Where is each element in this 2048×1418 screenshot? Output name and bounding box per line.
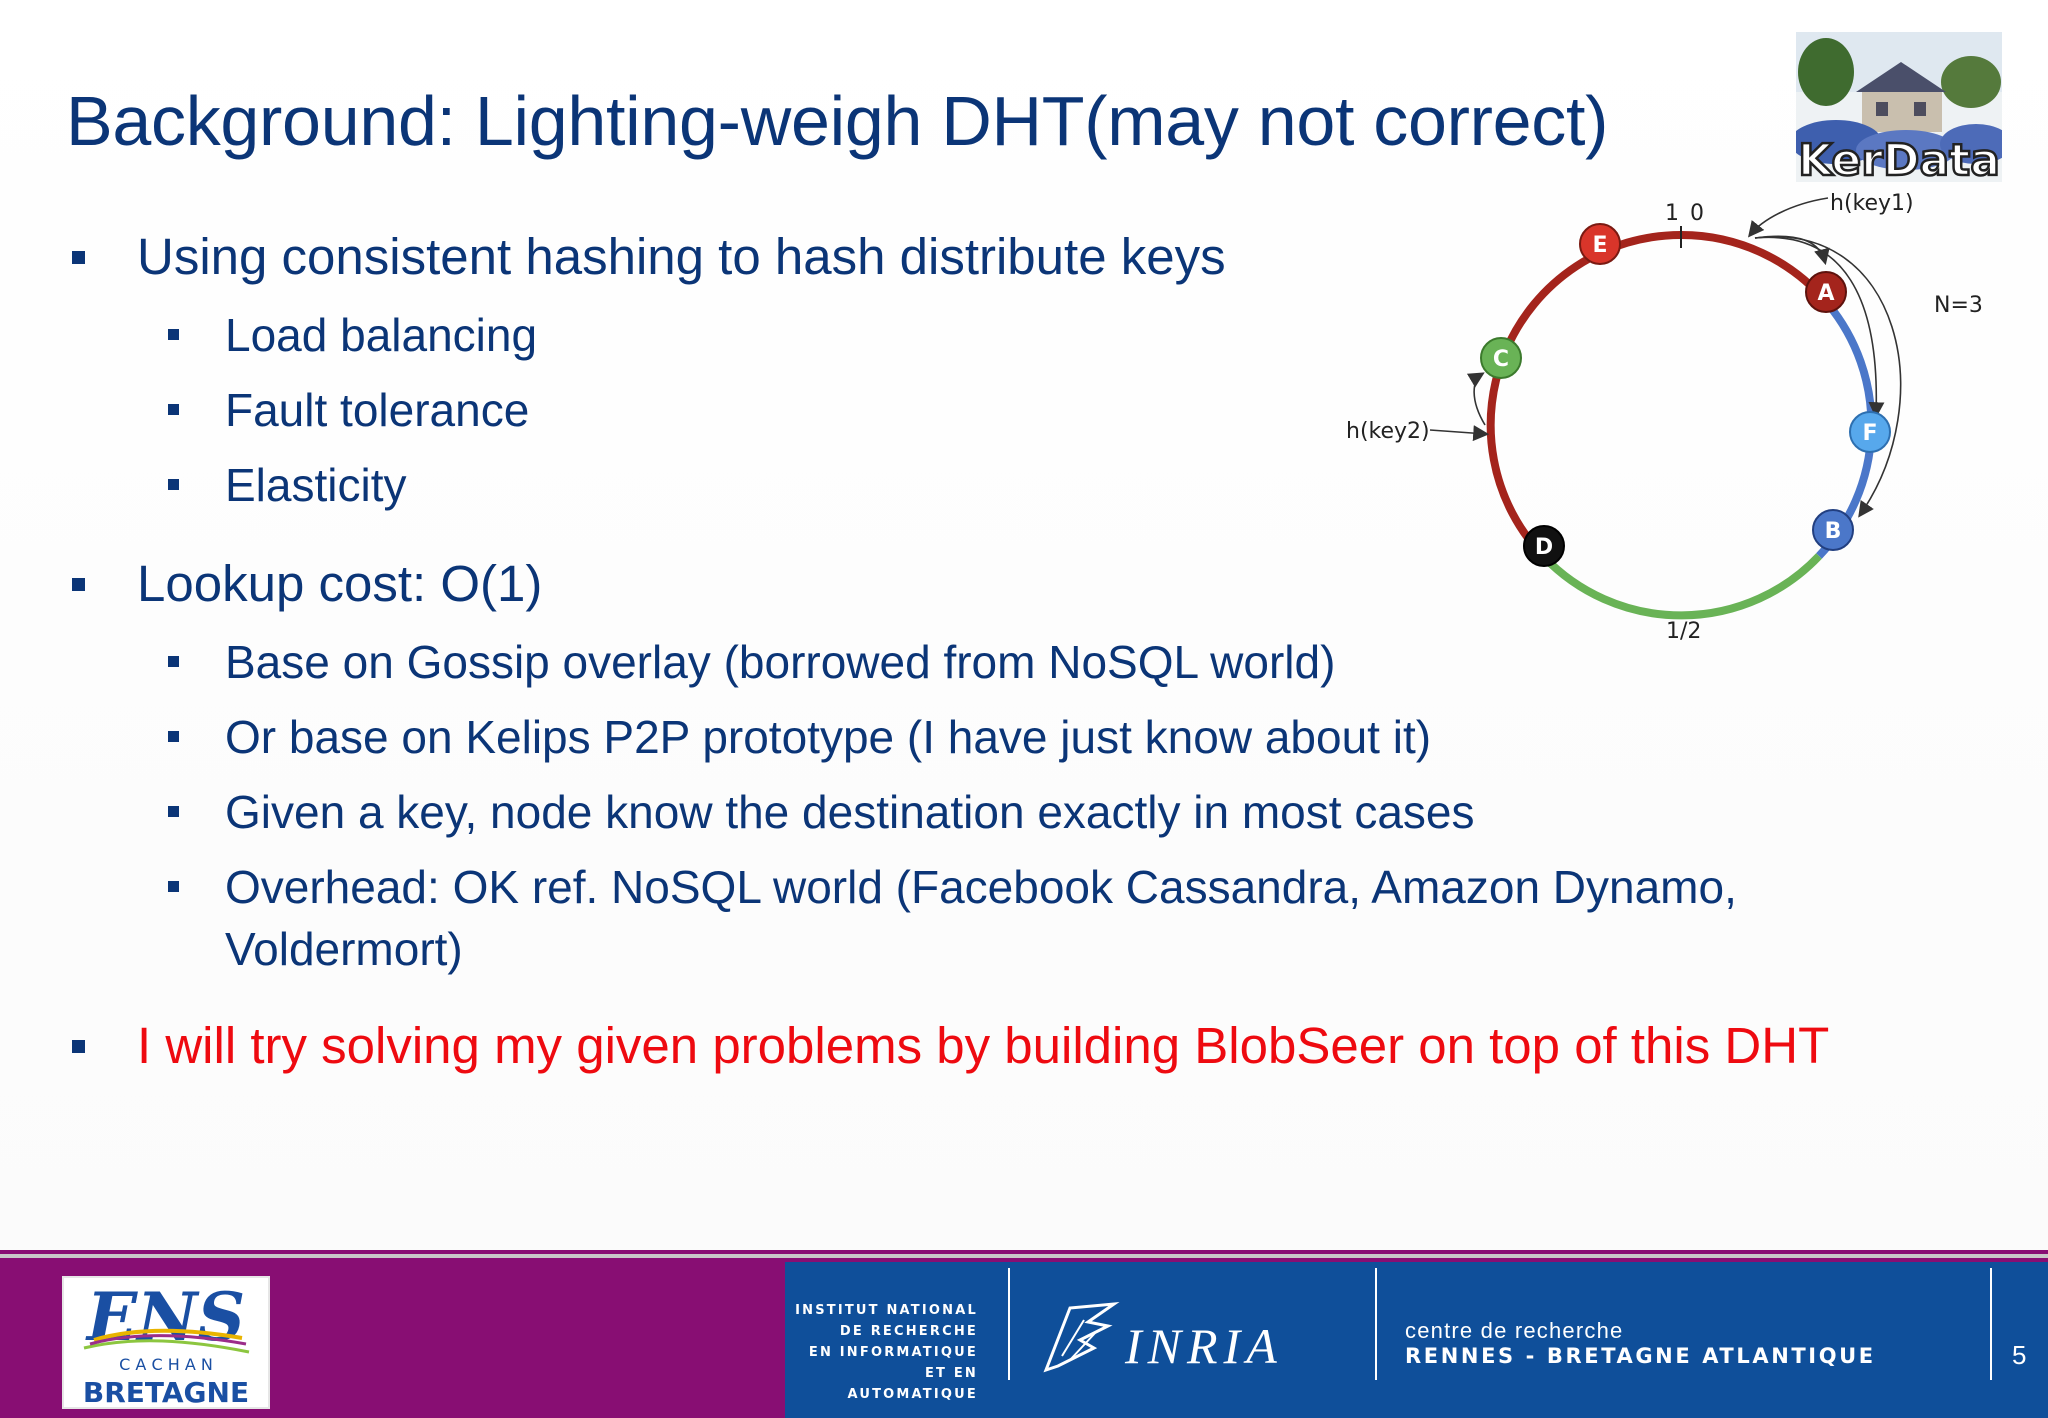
sub-bullet-load-balancing: Load balancing <box>225 309 538 361</box>
label-key2: h(key2) <box>1346 419 1430 444</box>
sub-bullet-marker <box>168 656 179 667</box>
sub-bullet-marker <box>168 806 179 817</box>
key2-pointer <box>1430 430 1486 434</box>
node-d <box>1524 526 1564 566</box>
label-key1: h(key1) <box>1830 191 1914 216</box>
inria-logo-mark <box>1040 1300 1120 1378</box>
ens-logo-cachan: C A C H A N <box>119 1355 213 1374</box>
centre-line-2: RENNES - BRETAGNE ATLANTIQUE <box>1405 1344 1876 1368</box>
node-c <box>1481 338 1521 378</box>
footer-divider <box>0 1254 2048 1258</box>
page-number: 5 <box>2012 1340 2027 1370</box>
footer-separator <box>1008 1268 1010 1380</box>
bullet-2: Lookup cost: O(1) <box>137 555 543 612</box>
sub-bullet-gossip: Base on Gossip overlay (borrowed from NoSQL world) <box>225 636 1336 688</box>
sub-bullet-overhead-continued: Voldermort) <box>225 923 463 975</box>
bullet-1: Using consistent hashing to hash distribute keys <box>137 228 1226 285</box>
footer-separator <box>1375 1268 1377 1380</box>
ens-logo-main: ENS <box>86 1278 246 1356</box>
bullet-marker <box>72 1040 85 1053</box>
label-zero: 0 <box>1690 201 1704 226</box>
svg-text:C: C <box>1492 347 1510 372</box>
sub-bullet-elasticity: Elasticity <box>225 459 407 511</box>
bullet-marker <box>72 251 85 264</box>
sub-bullet-overhead: Overhead: OK ref. NoSQL world (Facebook Cassandra, Amazon Dynamo, <box>225 861 1737 913</box>
inria-logo-text: INRIA <box>1125 1318 1283 1374</box>
key1-pointer <box>1750 198 1828 235</box>
node-e <box>1580 224 1620 264</box>
label-replicas: N=3 <box>1934 293 1983 318</box>
svg-text:F: F <box>1862 421 1878 446</box>
footer-separator <box>1990 1268 1992 1380</box>
ens-logo <box>62 1276 270 1409</box>
node-b <box>1813 510 1853 550</box>
hash-ring-diagram <box>1300 160 2000 660</box>
svg-text:D: D <box>1534 535 1554 560</box>
sub-bullet-marker <box>168 479 179 490</box>
ring-arc-green <box>1544 556 1819 615</box>
sub-bullet-marker <box>168 881 179 892</box>
svg-text:B: B <box>1824 519 1842 544</box>
institute-line: EN INFORMATIQUE <box>808 1345 978 1360</box>
slide-title: Background: Lighting-weigh DHT(may not correct) <box>66 82 1609 160</box>
institute-line: ET EN AUTOMATIQUE <box>847 1366 978 1402</box>
svg-text:E: E <box>1592 233 1608 258</box>
sub-bullet-given-key: Given a key, node know the destination exactly in most cases <box>225 786 1475 838</box>
key1-to-f-arrow <box>1755 237 1876 415</box>
institute-name <box>790 1300 978 1405</box>
sub-bullet-fault-tolerance: Fault tolerance <box>225 384 530 436</box>
institute-line: INSTITUT NATIONAL <box>795 1303 978 1318</box>
ring-arc-red-left <box>1491 235 1681 557</box>
ens-logo-bretagne: BRETAGNE <box>82 1376 250 1407</box>
node-a <box>1806 272 1846 312</box>
sub-bullet-kelips: Or base on Kelips P2P prototype (I have just know about it) <box>225 711 1432 763</box>
sub-bullet-marker <box>168 731 179 742</box>
node-f <box>1850 412 1890 452</box>
svg-text:A: A <box>1817 281 1835 306</box>
label-half: 1/2 <box>1666 619 1702 644</box>
centre-line-1: centre de recherche <box>1405 1318 1624 1343</box>
bullet-marker <box>72 578 85 591</box>
sub-bullet-marker <box>168 404 179 415</box>
sub-bullet-marker <box>168 329 179 340</box>
bullet-3-conclusion: I will try solving my given problems by building BlobSeer on top of this DHT <box>137 1017 1830 1074</box>
institute-line: DE RECHERCHE <box>839 1324 978 1339</box>
label-one: 1 <box>1665 201 1679 226</box>
key2-to-c-arrow <box>1474 374 1485 425</box>
kerdata-logo-text: KerData <box>1798 135 2000 182</box>
